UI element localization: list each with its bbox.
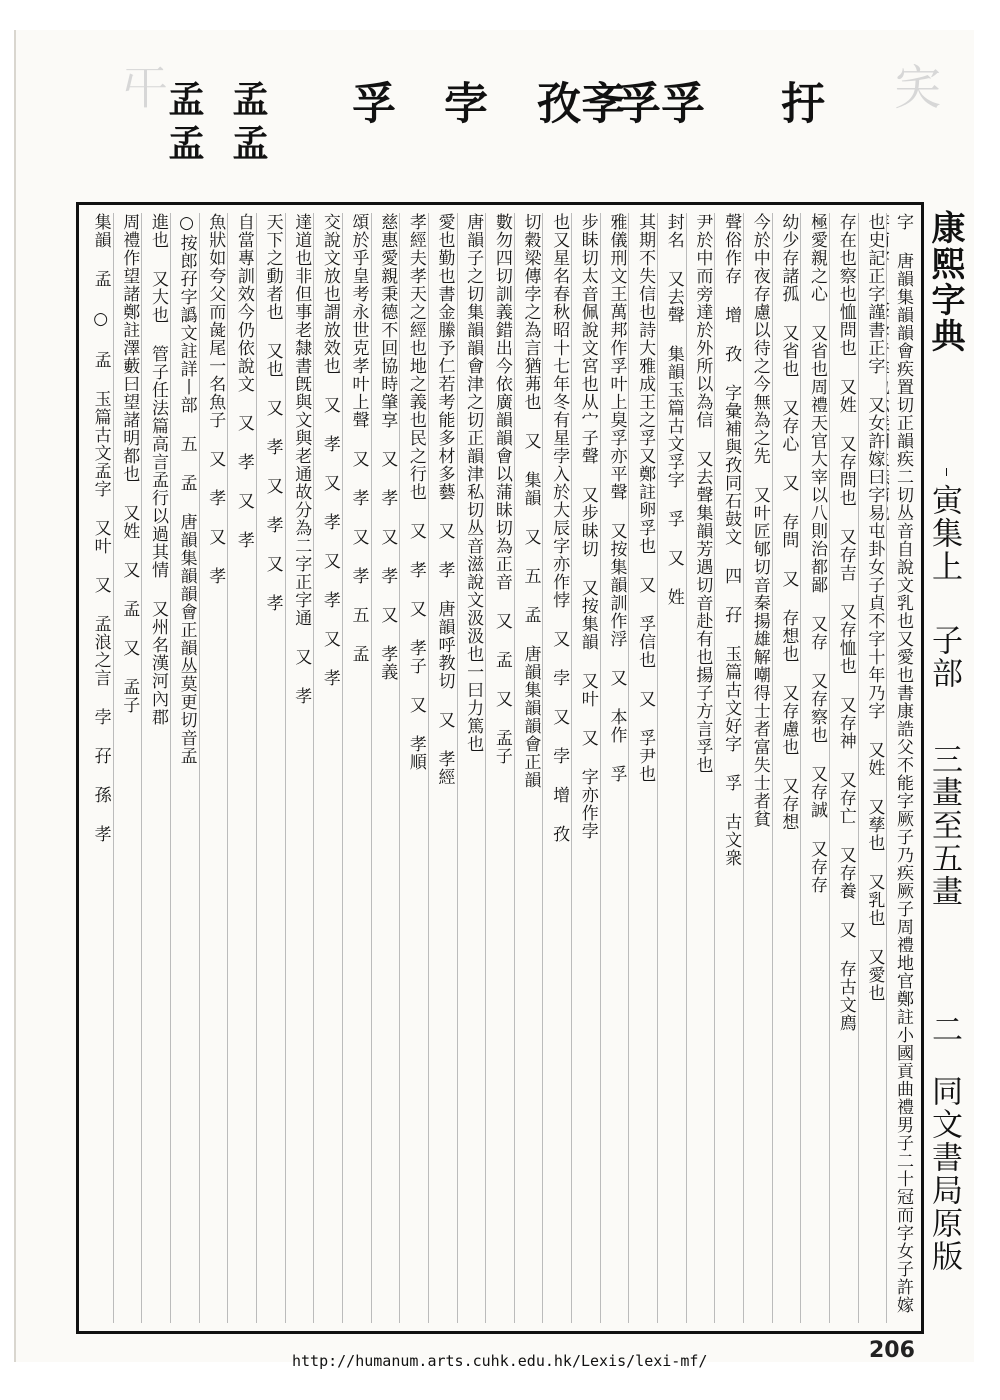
column-text: 數勿四切訓義錯出今依廣韻韻會以蒲昧切為正音 又 孟 又 孟子 [491,213,512,765]
column-text: 也史記正字謹書正字 又女許嫁曰字易屯卦女子貞不字十年乃字 又姓 又孳也 又乳也 又愛也 [864,213,885,1002]
seal-character: 孚 [344,80,395,128]
text-column [628,213,657,1323]
column-text: 其期不失信也詩大雅成王之孚又鄭註卵孚也 又 孚信也 又 孚尹也 [635,213,656,783]
seal-character: 孟孟 [163,80,205,168]
column-text: 交說文放也謂放效也 又 孝 又 孝 又 孝 又 孝 [319,213,340,687]
column-text: 尹於中而旁達於外所以為信 又去聲集韻芳遇切音赴有也揚子方言孚也 [692,213,713,774]
column-text: 集韻 孟 ○ 孟 玉篇古文孟字 又叶 又 孟浪之言 孛 孖 孫 孝 [90,213,111,843]
column-text: 雅儀刑文王萬邦作孚叶上臭孚亦平聲 又按集韻訓作浮 又 本作 孚 [606,213,627,783]
column-text: 封名 又去聲 集韻玉篇古文孚字 孚 又 姓 [663,213,684,606]
publisher-label: 同文書局原版 [926,1075,962,1273]
column-text: 極愛親之心 又省也周禮天官大宰以八則治都鄙 又存 又存察也 又存誠 又存存 [807,213,828,894]
text-column [428,213,457,1323]
text-column [485,213,514,1323]
text-column [141,213,170,1323]
text-column [85,213,113,1323]
text-column [800,213,829,1323]
text-column [600,213,629,1323]
text-column [371,213,400,1323]
column-text: 幼少存諸孤 又省也 又存心 又 存問 又 存想也 又存慮也 又存想 [778,213,799,831]
column-text: 孝經夫孝天之經也地之義也民之行也 又 孝 又 孝子 又 孝順 [405,213,426,771]
column-text: 今於中夜存慮以待之今無為之先 又叶匠郇切音秦揚雄解嘲得士者富失士者貧 [749,213,770,828]
seal-character: 孛 [436,80,487,128]
seal-character: 斈孜 [529,80,624,136]
dictionary-page [14,30,974,1370]
text-column [829,213,858,1323]
column-text: 存在也察也恤問也 又姓 又存問也 又存吉 又存恤也 又存神 又存亡 又存養 又 存古文廌 [835,213,856,1032]
dictionary-body [76,202,924,1334]
text-column [313,213,342,1323]
dictionary-title: 康熙字典 [925,210,965,354]
text-column [571,213,600,1323]
column-text: 周禮作望諸鄭註澤藪曰望諸明都也 又姓 又 孟 又 孟子 [119,213,140,714]
text-column [714,213,743,1323]
column-text: 天下之動者也 又也 又 孝 又 孝 又 孝 [262,213,283,612]
column-text: 唐韻子之切集韻韻會津之切正韻津私切丛音滋說文汲汲也一曰力篤也 [463,213,484,753]
seal-script-header [163,70,826,170]
text-column [199,213,228,1323]
seal-character: 孚孚 [609,80,704,136]
column-text: 自當專訓效今仍依說文 又 孝 又 孝 [233,213,254,549]
column-text: ○按郎孖字譌文註詳丨部 五 孟 唐韻集韻韻會正韻丛莫更切音孟 [176,213,197,765]
radical-label: 子部 [926,624,962,690]
faint-seal-character-left: 𡕒 [115,62,171,110]
collection-label: 寅集上 [926,484,962,583]
column-text: 聲俗作存 增 孜 字彙補與孜同石鼓文 四 孖 玉篇古文好字 孚 古文衆 [721,213,742,867]
text-column [285,213,314,1323]
text-column [113,213,142,1323]
text-column [886,213,915,1323]
text-column [170,213,199,1323]
text-column [399,213,428,1323]
column-text: 切穀梁傳孛之為言猶茀也 又 集韻 又 五 孟 唐韻集韻韻會正韻 [520,213,541,789]
text-column [858,213,887,1323]
source-url[interactable]: http://humanum.arts.cuhk.edu.hk/Lexis/lexi-mf/ [292,1352,708,1370]
column-text: 頌於乎皇考永世克孝叶上聲 又 孝 又 孝 五 孟 [348,213,369,663]
section-number: 二 [926,1013,962,1046]
text-column [772,213,801,1323]
text-column [686,213,715,1323]
text-column [542,213,571,1323]
column-text: 達道也非但事老隸書旣與文與老通故分為二字正字通 又 孝 [291,213,312,705]
text-column [743,213,772,1323]
text-columns [85,213,915,1323]
seal-character: 扜 [773,80,824,128]
seal-character: 孟孟 [227,80,269,168]
text-column [457,213,486,1323]
column-text: 魚狀如夸父而彘尾一名魚子 又 孝 又 孝 [205,213,226,585]
column-text: 進也 又大也 管子任法篇高言孟行以過其情 又州名漢河內郡 [147,213,168,726]
column-text: 步眛切太音佩說文宮也从宀子聲 又步昧切 又按集韻 又叶 又 字亦作孛 [577,213,598,840]
column-text: 愛也勤也書金縢予仁若考能多材多藝 又 孝 唐韻呼教切 又 孝經 [434,213,455,786]
column-text: 字 唐韻集韻韻會疾置切正韻疾二切丛音自說文乳也又愛也書康誥父不能字厥子乃疾厥子周禮地官鄭註小國貢曲禮男子二十冠而字女子許嫁 [893,213,913,1314]
text-column [514,213,543,1323]
faint-seal-character-right: 宎 [885,62,941,110]
column-text: 也又星名春秋昭十七年冬有星孛入於大辰字亦作悖 又 孛 又 孛 增 孜 [549,213,570,843]
page-number: 206 [869,1338,915,1363]
title-rule [946,468,947,476]
text-column [342,213,371,1323]
text-column [256,213,285,1323]
stroke-range-label: 三畫至五畫 [926,743,962,908]
text-column [657,213,686,1323]
text-column [227,213,256,1323]
column-text: 慈惠愛親秉德不回協時肇享 又 孝 又 孝 又 孝義 [377,213,398,681]
